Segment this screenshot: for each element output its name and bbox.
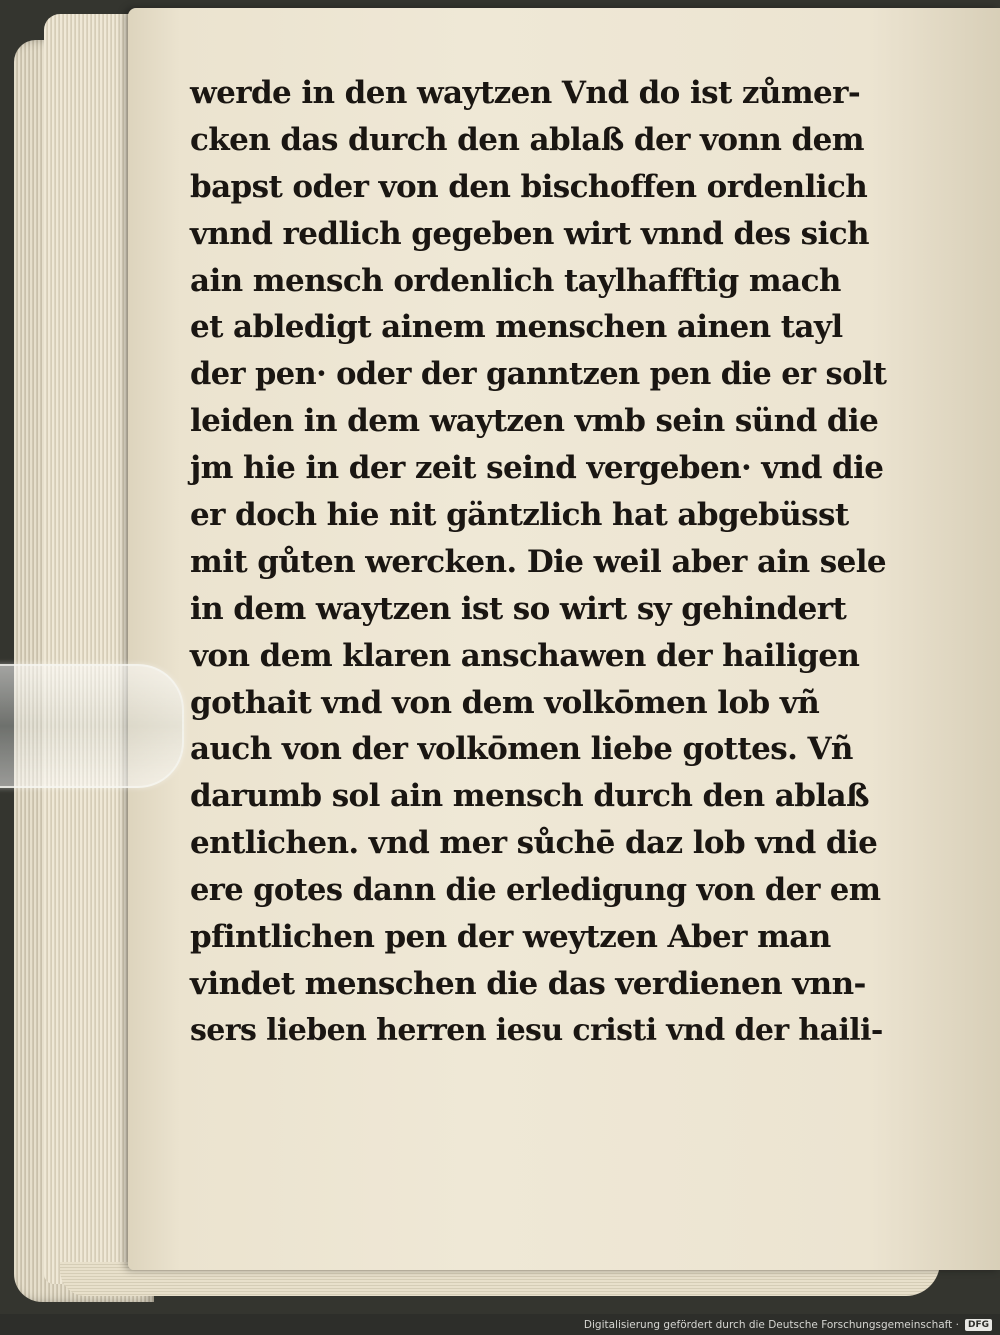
text-line: ain mensch ordenlich taylhafftig mach xyxy=(190,262,841,299)
text-line: gothait vnd von dem volkōmen lob vñ xyxy=(190,684,820,721)
text-line: entlichen. vnd mer sůchē daz lob vnd die xyxy=(190,825,878,862)
page-text xyxy=(190,70,890,1055)
text-line: werde in den waytzen Vnd do ist zůmer- xyxy=(190,75,861,111)
text-line: der pen· oder der ganntzen pen die er solt xyxy=(190,356,887,393)
funding-notice: Digitalisierung gefördert durch die Deutsche Forschungsgemeinschaft · xyxy=(583,1319,959,1331)
text-line: jm hie in der zeit seind vergeben· vnd die xyxy=(190,450,884,487)
text-line: sers lieben herren iesu cristi vnd der haili- xyxy=(190,1012,883,1048)
text-line: in dem waytzen ist so wirt sy gehindert xyxy=(190,590,847,627)
text-line: darumb sol ain mensch durch den ablaß xyxy=(190,778,869,815)
text-line: er doch hie nit gäntzlich hat abgebüsst xyxy=(190,497,849,534)
text-line: mit gůten wercken. Die weil aber ain sele xyxy=(190,543,887,580)
transparent-clip xyxy=(0,664,184,788)
text-line: bapst oder von den bischoffen ordenlich xyxy=(190,168,868,205)
text-line: vnnd redlich gegeben wirt vnnd des sich xyxy=(190,215,869,252)
text-line: ere gotes dann die erledigung von der em xyxy=(190,872,881,909)
footer xyxy=(584,1316,992,1334)
text-line: leiden in dem waytzen vmb sein sünd die xyxy=(190,403,879,440)
dfg-logo: DFG xyxy=(965,1319,992,1331)
text-line: pfintlichen pen der weytzen Aber man xyxy=(190,919,831,956)
text-line: cken das durch den ablaß der vonn dem xyxy=(190,121,864,158)
text-line: et abledigt ainem menschen ainen tayl xyxy=(190,309,843,346)
text-line: auch von der volkōmen liebe gottes. Vñ xyxy=(190,731,853,768)
text-line: vindet menschen die das verdienen vnn- xyxy=(190,965,866,1002)
text-line: von dem klaren anschawen der hailigen xyxy=(190,637,860,674)
